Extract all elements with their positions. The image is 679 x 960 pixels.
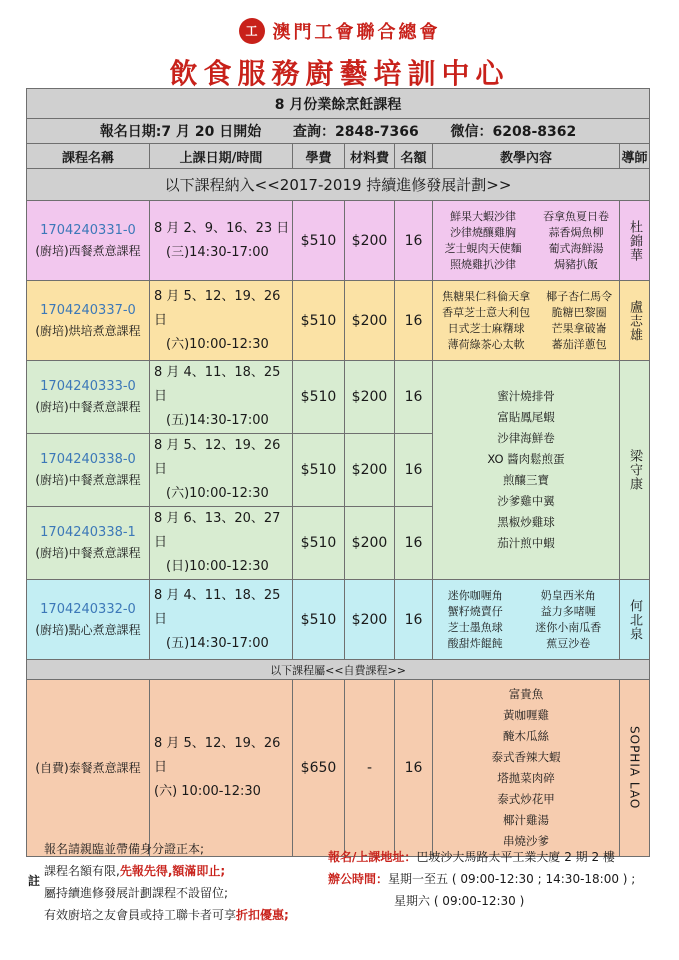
address-label: 報名/上課地址：: [328, 850, 417, 864]
dish: 奶皇西米角: [540, 588, 596, 602]
col-material: 材料費: [345, 144, 395, 169]
quota: 16: [395, 361, 433, 434]
course-dates: [150, 580, 293, 660]
quota: 16: [395, 507, 433, 580]
content-cell: [433, 361, 620, 580]
tutor-name: SOPHIA LAO: [627, 726, 642, 810]
dish: 泰式炒花甲: [497, 792, 555, 806]
federation-header: [0, 18, 679, 48]
course-name-cell: [27, 201, 150, 281]
info-row: [27, 119, 650, 144]
col-fee: 學費: [293, 144, 345, 169]
course-dates: [150, 507, 293, 580]
hours-line: [328, 868, 673, 890]
tutor-cell: [620, 281, 650, 361]
table-row: [27, 281, 650, 361]
dish: 煎釀三寶: [503, 473, 549, 487]
course-name-cell: [27, 434, 150, 507]
note-text: 有效廚培之友會員或持工聯卡者可享: [44, 908, 237, 922]
course-name-cell: [27, 507, 150, 580]
dish: 迷你小南瓜香: [535, 620, 602, 634]
notes-block: [30, 838, 330, 926]
dish: 照燒雞扒沙律: [450, 257, 517, 271]
dish: 沙爹雞中翼: [497, 494, 555, 508]
dish: 富貴魚: [508, 687, 544, 701]
material-fee: -: [345, 680, 395, 857]
col-quota: 名額: [395, 144, 433, 169]
course-dates: [150, 434, 293, 507]
material-fee: $200: [345, 580, 395, 660]
course-name-cell: [27, 361, 150, 434]
fee: $650: [293, 680, 345, 857]
date-list: 8 月 5、12、19、26 日: [154, 736, 281, 775]
fee: $510: [293, 434, 345, 507]
dish: 蟹籽燒賣仔: [447, 604, 503, 618]
dish: 脆糖巴黎圈: [551, 305, 607, 319]
note-highlight: 折扣優惠;: [236, 908, 289, 922]
fee: $510: [293, 507, 345, 580]
material-fee: $200: [345, 361, 395, 434]
col-tutor: 導師: [620, 144, 650, 169]
dish: 焦糖果仁科倫天拿: [442, 289, 531, 303]
dish: 沙律海鮮卷: [497, 431, 555, 445]
notes-label: 註: [28, 874, 41, 888]
address-block: [328, 846, 673, 912]
content-cell: [433, 201, 620, 281]
time-slot: (日)10:00-12:30: [166, 559, 269, 574]
dish: 鮮果大蝦沙律: [450, 209, 517, 223]
dish: 串燒沙爹: [503, 834, 549, 848]
course-name: (廚培)點心煮意課程: [35, 622, 141, 637]
dish: 蕃茄洋蔥包: [551, 337, 607, 351]
date-list: 8 月 5、12、19、26 日: [154, 288, 281, 328]
fee: $510: [293, 361, 345, 434]
course-dates: [150, 201, 293, 281]
content-cell: [433, 580, 620, 660]
tutor-name: 梁守康: [627, 449, 643, 491]
col-course-name: 課程名稱: [27, 144, 150, 169]
time-slot: (六) 10:00-12:30: [154, 784, 261, 799]
course-name-cell: [27, 580, 150, 660]
time-slot: (六)10:00-12:30: [166, 336, 269, 352]
course-code: 1704240338-1: [40, 525, 136, 540]
date-list: 8 月 4、11、18、25 日: [154, 365, 281, 404]
dish: 葡式海鮮湯: [548, 241, 604, 255]
enquiry-phone: 查詢：2848-7366: [293, 124, 419, 140]
quota: 16: [395, 434, 433, 507]
table-row: [27, 680, 650, 857]
section-self-paid: 以下課程屬<<自費課程>>: [27, 660, 650, 680]
reg-date: 報名日期:7 月 20 日開始: [99, 124, 262, 140]
course-dates: [150, 680, 293, 857]
time-slot: (三)14:30-17:00: [166, 244, 269, 260]
dish: XO 醬肉鬆煎蛋: [487, 452, 565, 466]
dish: 吞拿魚夏日卷: [543, 209, 610, 223]
course-name: (廚培)中餐煮意課程: [35, 473, 141, 487]
material-fee: $200: [345, 434, 395, 507]
content-cell: [433, 680, 620, 857]
federation-logo: 工: [239, 18, 265, 44]
table-row: [27, 201, 650, 281]
dish: 焗豬扒飯: [554, 257, 599, 271]
dish: 塔拋菜肉碎: [497, 771, 555, 785]
table-row: [27, 580, 650, 660]
section-cpd: 以下課程納入<<2017-2019 持續進修發展計劃>>: [27, 169, 650, 201]
fee: $510: [293, 281, 345, 361]
course-name: (自費)泰餐煮意課程: [35, 761, 141, 775]
address-value: 巴坡沙大馬路太平工業大廈 2 期 2 樓: [416, 850, 615, 864]
date-list: 8 月 5、12、19、26 日: [154, 438, 281, 477]
tutor-name: 杜錦華: [627, 219, 643, 262]
material-fee: $200: [345, 281, 395, 361]
course-code: 1704240337-0: [40, 302, 136, 318]
dish: 酸甜炸餛飩: [447, 636, 503, 650]
time-slot: (六)10:00-12:30: [166, 486, 269, 501]
tutor-name: 何北泉: [627, 598, 643, 641]
tutor-cell: [620, 201, 650, 281]
dish: 香草芝士意大利包: [442, 305, 531, 319]
course-table: [26, 88, 650, 857]
material-fee: $200: [345, 201, 395, 281]
address-line: [328, 846, 673, 868]
course-name-cell: [27, 281, 150, 361]
dish: 迷你咖喱角: [447, 588, 503, 602]
course-code: 1704240331-0: [40, 222, 136, 238]
fee: $510: [293, 201, 345, 281]
quota: 16: [395, 281, 433, 361]
dish: 蜜汁燒排骨: [497, 389, 555, 403]
course-dates: [150, 361, 293, 434]
page-title: 8 月份業餘烹飪課程: [27, 89, 650, 119]
hours-saturday: 星期六 ( 09:00-12:30 ): [394, 894, 525, 908]
dish: 黑椒炒雞球: [497, 515, 555, 529]
dish: 蒜香焗魚柳: [548, 225, 604, 239]
dish: 醃木瓜絲: [503, 729, 549, 743]
date-list: 8 月 4、11、18、25 日: [154, 587, 281, 627]
course-name: (廚培)中餐煮意課程: [35, 400, 141, 414]
dish: 薄荷綠茶心太軟: [447, 337, 525, 351]
dish: 益力多啫喱: [540, 604, 596, 618]
tutor-cell: [620, 580, 650, 660]
dish: 芝士蜆肉天使麵: [444, 241, 522, 255]
note-text: 課程名額有限,: [44, 864, 120, 878]
material-fee: $200: [345, 507, 395, 580]
content-list: [433, 588, 619, 652]
federation-name: 澳門工會聯合總會: [272, 22, 441, 43]
table-row: [27, 361, 650, 434]
course-name: (廚培)西餐煮意課程: [35, 243, 141, 258]
dish: 富貼鳳尾蝦: [497, 410, 555, 424]
dish: 芒果拿破崙: [551, 321, 607, 335]
dish: 茄汁煎中蝦: [497, 536, 555, 550]
content-cell: [433, 281, 620, 361]
dish: 沙律燒釀雞胸: [450, 225, 517, 239]
quota: 16: [395, 580, 433, 660]
content-list: [433, 289, 619, 353]
fee: $510: [293, 580, 345, 660]
date-list: 8 月 6、13、20、27 日: [154, 511, 281, 550]
dish: 蕉豆沙卷: [546, 636, 591, 650]
dish: 黃咖喱雞: [503, 708, 549, 722]
note-line: [30, 860, 330, 882]
course-code: 1704240333-0: [40, 379, 136, 394]
note-highlight: 先報先得,額滿即止;: [119, 864, 226, 878]
dish: 椰汁雞湯: [503, 813, 549, 827]
note-line: [30, 904, 330, 926]
wechat: 微信：6208-8362: [450, 124, 577, 140]
tutor-cell: [620, 361, 650, 580]
course-name-cell: [27, 680, 150, 857]
date-list: 8 月 2、9、16、23 日: [154, 220, 290, 236]
time-slot: (五)14:30-17:00: [166, 635, 269, 651]
centre-title: 飲食服務廚藝培訓中心: [169, 57, 510, 90]
course-code: 1704240338-0: [40, 452, 136, 467]
hours-weekday: 星期一至五 ( 09:00-12:30 ; 14:30-18:00 ) ;: [388, 872, 636, 886]
col-content: 教學內容: [433, 144, 620, 169]
hours-label: 辦公時間：: [328, 872, 389, 886]
quota: 16: [395, 680, 433, 857]
content-list: [433, 209, 619, 273]
note-line: 報名請親臨並帶備身分證正本;: [44, 842, 205, 856]
dish: 椰子杏仁馬令: [546, 289, 613, 303]
dish: 芝士墨魚球: [447, 620, 503, 634]
course-name: (廚培)烘培煮意課程: [35, 323, 141, 338]
course-name: (廚培)中餐煮意課程: [35, 546, 141, 560]
quota: 16: [395, 201, 433, 281]
tutor-name: 盧志雄: [627, 299, 643, 342]
time-slot: (五)14:30-17:00: [166, 413, 269, 428]
course-dates: [150, 281, 293, 361]
course-code: 1704240332-0: [40, 601, 136, 617]
col-date-time: 上課日期/時間: [150, 144, 293, 169]
dish: 泰式香辣大蝦: [491, 750, 561, 764]
tutor-cell: [620, 680, 650, 857]
note-line: 屬持續進修發展計劃課程不設留位;: [44, 886, 229, 900]
dish: 日式芝士麻糬球: [447, 321, 525, 335]
